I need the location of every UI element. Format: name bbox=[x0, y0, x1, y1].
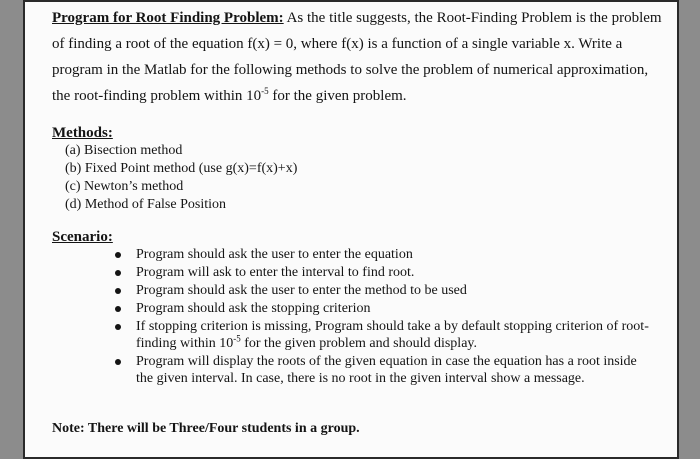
scenario-item-text: If stopping criterion is missing, Program should take a by default stopping criterion of root-finding within 10 bbox=[136, 319, 649, 351]
scenario-item-text: Program should ask the user to enter the equation bbox=[136, 247, 413, 262]
scenario-list bbox=[115, 246, 655, 388]
document-title: Program for Root Finding Problem: bbox=[52, 10, 284, 26]
intro-line-2: of finding a root of the equation f(x) = 0, where f(x) is a function of a single variable x. Write a bbox=[52, 36, 623, 52]
methods-heading: Methods: bbox=[52, 125, 113, 141]
scenario-item bbox=[115, 300, 655, 317]
scenario-item-tail: for the given problem and should display. bbox=[240, 336, 478, 351]
method-item: (c) Newton’s method bbox=[65, 179, 184, 194]
intro-line-4-text: the root-finding problem within 10 bbox=[52, 88, 262, 104]
scenario-item-text: Program should ask the user to enter the method to be used bbox=[136, 283, 467, 298]
scenario-item-text: Program will ask to enter the interval to find root. bbox=[136, 265, 415, 280]
group-note: Note: There will be Three/Four students in a group. bbox=[52, 421, 360, 436]
method-item: (b) Fixed Point method (use g(x)=f(x)+x) bbox=[65, 161, 298, 176]
intro-line-3: program in the Matlab for the following methods to solve the problem of numerical approximation, bbox=[52, 62, 649, 78]
intro-paragraph bbox=[52, 5, 662, 109]
bullet-icon bbox=[115, 359, 121, 365]
intro-line-4 bbox=[52, 83, 652, 109]
method-item: (d) Method of False Position bbox=[65, 197, 226, 212]
document-page bbox=[23, 0, 679, 459]
scenario-item bbox=[115, 353, 655, 387]
scenario-item bbox=[115, 318, 655, 352]
bullet-icon bbox=[115, 288, 121, 294]
scenario-item bbox=[115, 282, 655, 299]
scenario-item-text: Program will display the roots of the given equation in case the equation has a root inside the given interval. In case, there is no root in the given interval show a message. bbox=[136, 354, 637, 386]
bullet-icon bbox=[115, 270, 121, 276]
bullet-icon bbox=[115, 324, 121, 330]
scenario-item bbox=[115, 264, 655, 281]
intro-line-1-text: As the title suggests, the Root-Finding Problem is the problem bbox=[286, 10, 662, 26]
method-item: (a) Bisection method bbox=[65, 143, 183, 158]
methods-list bbox=[65, 142, 297, 214]
exponent: -5 bbox=[233, 333, 241, 344]
bullet-icon bbox=[115, 306, 121, 312]
bullet-icon bbox=[115, 252, 121, 258]
exponent: -5 bbox=[261, 86, 269, 96]
scenario-item-text: Program should ask the stopping criterion bbox=[136, 301, 371, 316]
scenario-heading: Scenario: bbox=[52, 229, 113, 245]
intro-line-4-tail: for the given problem. bbox=[268, 88, 407, 104]
intro-line-1 bbox=[52, 5, 662, 31]
scenario-item bbox=[115, 246, 655, 263]
